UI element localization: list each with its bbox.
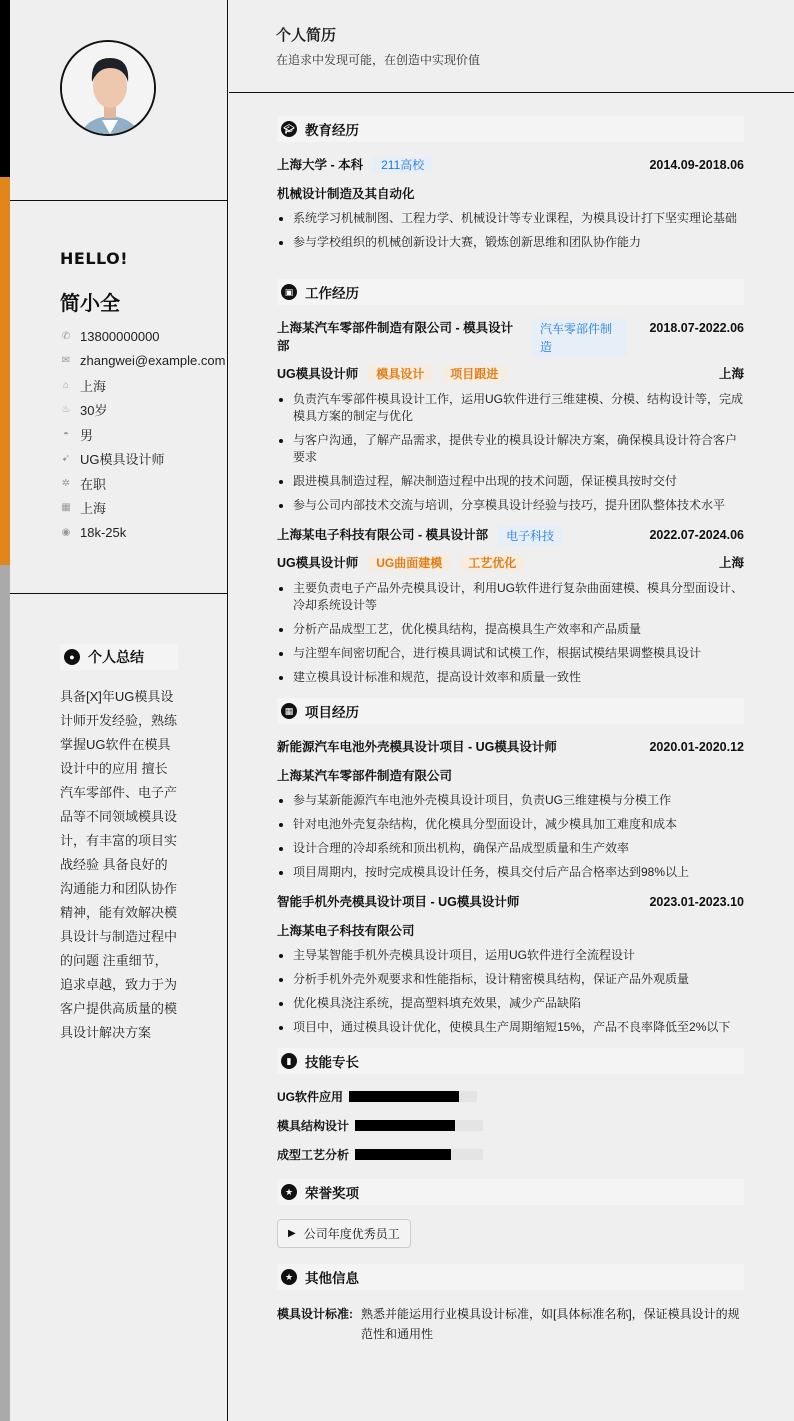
info-row xyxy=(60,349,230,374)
list-item: 项目周期内，按时完成模具设计任务，模具交付后产品合格率达到98%以上 xyxy=(277,864,744,881)
list-item: 分析手机外壳外观要求和性能指标，设计精密模具结构，保证产品外观质量 xyxy=(277,971,744,988)
skill-item xyxy=(277,1088,517,1105)
graduation-cap-icon: 🎓︎ xyxy=(281,121,297,137)
info-icon: ★ xyxy=(281,1269,297,1285)
salary-icon: ◉ xyxy=(61,526,71,538)
school-name: 上海大学 - 本科 xyxy=(277,158,364,172)
project-date: 2020.01-2020.12 xyxy=(649,740,744,754)
section-title: 工作经历 xyxy=(305,286,359,301)
list-item: 参与某新能源汽车电池外壳模具设计项目，负责UG三维建模与分模工作 xyxy=(277,792,744,809)
job-role: UG模具设计师 xyxy=(277,367,359,381)
sidebar-divider xyxy=(10,200,228,201)
skill-bar-track xyxy=(349,1091,477,1102)
accent-strip-black xyxy=(0,0,10,177)
job-role-row xyxy=(277,365,744,383)
project-bullets xyxy=(277,947,744,1036)
summary-title: 个人总结 xyxy=(88,649,144,665)
skill-name: 模具结构设计 xyxy=(277,1119,350,1133)
skill-item xyxy=(277,1146,517,1163)
school-tag: 211高校 xyxy=(373,157,432,173)
building-icon: ▦ xyxy=(61,502,71,514)
role-left xyxy=(277,554,524,572)
project-company: 上海某电子科技有限公司 xyxy=(277,924,415,938)
project-name: 新能源汽车电池外壳模具设计项目 - UG模具设计师 xyxy=(277,740,557,754)
skill-bar-track xyxy=(355,1149,483,1160)
skill-tag: UG曲面建模 xyxy=(368,555,450,571)
skill-tag: 工艺优化 xyxy=(460,555,524,571)
other-label: 模具设计标准: xyxy=(277,1307,353,1321)
section-title: 项目经历 xyxy=(305,705,359,720)
info-text: UG模具设计师 xyxy=(80,452,165,468)
skill-bar-fill xyxy=(349,1091,459,1102)
phone-icon: ✆ xyxy=(61,330,71,342)
job-entry xyxy=(277,526,744,686)
section-other xyxy=(277,1264,744,1290)
info-row xyxy=(60,496,230,521)
job-role-row xyxy=(277,554,744,572)
list-item: 设计合理的冷却系统和顶出机构，确保产品成型质量和生产效率 xyxy=(277,840,744,857)
project-company: 上海某汽车零部件制造有限公司 xyxy=(277,769,453,783)
job-left xyxy=(277,319,627,357)
list-item: 参与公司内部技术交流与培训，分享模具设计经验与技巧，提升团队整体技术水平 xyxy=(277,497,744,514)
list-item: 系统学习机械制图、工程力学、机械设计等专业课程，为模具设计打下坚实理论基础 xyxy=(277,210,744,227)
accent-strip-gray xyxy=(0,565,10,1421)
industry-tag: 电子科技 xyxy=(498,526,562,546)
page-title: 个人简历 xyxy=(276,27,337,44)
education-date: 2014.09-2018.06 xyxy=(649,158,744,172)
page-subtitle: 在追求中发现可能，在创造中实现价值 xyxy=(276,53,481,67)
skill-bar-track xyxy=(355,1120,483,1131)
info-row xyxy=(60,398,230,423)
job-entry xyxy=(277,319,744,514)
briefcase-icon: ▣ xyxy=(281,284,297,300)
main-content xyxy=(229,0,794,1344)
info-row xyxy=(60,520,230,545)
list-item: 与客户沟通，了解产品需求，提供专业的模具设计解决方案，确保模具设计符合客户要求 xyxy=(277,432,744,466)
sidebar-divider xyxy=(10,593,228,594)
section-projects xyxy=(277,698,744,724)
info-text: 13800000000 xyxy=(80,328,160,344)
summary-text: 具备[X]年UG模具设计师开发经验，熟练掌握UG软件在模具设计中的应用 擅长汽车零部件、电子产品等不同领域模具设计，有丰富的项目实战经验 具备良好的沟通能力和团队协作精神，能有效解决模具设计与制造过程中的问题 注重细节，追求卓越，致力于为客户提供高质量的模具设计解决方案 xyxy=(60,689,178,1040)
info-text: 男 xyxy=(80,427,94,443)
role-left xyxy=(277,365,506,383)
skill-item xyxy=(277,1117,517,1134)
section-education xyxy=(277,116,744,142)
info-row xyxy=(60,324,230,349)
company-name: 上海某汽车零部件制造有限公司 - 模具设计部 xyxy=(277,321,514,353)
info-row xyxy=(60,373,230,398)
other-text: 熟悉并能运用行业模具设计标准，如[具体标准名称]，保证模具设计的规范性和通用性 xyxy=(361,1307,740,1341)
job-bullets xyxy=(277,391,744,514)
home-icon: ⌂ xyxy=(62,379,70,391)
play-icon: ▶ xyxy=(288,1228,296,1239)
job-header xyxy=(277,526,744,546)
section-title: 其他信息 xyxy=(305,1271,359,1286)
job-left xyxy=(277,526,562,546)
job-city: 上海 xyxy=(718,367,744,381)
info-text: zhangwei@example.com xyxy=(80,353,226,369)
section-title: 荣誉奖项 xyxy=(305,1186,359,1201)
hello-heading: HELLO! xyxy=(60,249,129,268)
list-item: 主要负责电子产品外壳模具设计，利用UG软件进行复杂曲面建模、模具分型面设计、冷却系统设计等 xyxy=(277,580,744,614)
job-header xyxy=(277,319,744,357)
industry-tag: 汽车零部件制造 xyxy=(532,319,627,357)
grid-icon: ▦ xyxy=(281,703,297,719)
skill-tag: 模具设计 xyxy=(368,366,432,382)
section-skills xyxy=(277,1048,744,1074)
list-item: 负责汽车零部件模具设计工作，运用UG软件进行三维建模、分模、结构设计等，完成模具方案的制定与优化 xyxy=(277,391,744,425)
job-role: UG模具设计师 xyxy=(277,556,359,570)
company-name: 上海某电子科技有限公司 - 模具设计部 xyxy=(277,528,489,542)
section-work xyxy=(277,279,744,305)
project-date: 2023.01-2023.10 xyxy=(649,895,744,909)
section-title: 技能专长 xyxy=(305,1055,359,1070)
other-item xyxy=(277,1304,744,1344)
project-entry xyxy=(277,893,744,1036)
skill-name: UG软件应用 xyxy=(277,1090,344,1104)
contact-info-list xyxy=(60,324,230,545)
list-item: 主导某智能手机外壳模具设计项目，运用UG软件进行全流程设计 xyxy=(277,947,744,964)
info-text: 18k-25k xyxy=(80,524,127,540)
send-icon: ➹ xyxy=(61,453,71,465)
project-name: 智能手机外壳模具设计项目 - UG模具设计师 xyxy=(277,895,520,909)
job-date: 2018.07-2022.06 xyxy=(649,321,744,335)
award-item[interactable] xyxy=(277,1219,411,1248)
info-row xyxy=(60,447,230,472)
skill-name: 成型工艺分析 xyxy=(277,1148,350,1162)
mail-icon: ✉ xyxy=(61,355,71,367)
summary-heading xyxy=(60,644,178,670)
skill-bar-fill xyxy=(355,1149,451,1160)
avatar xyxy=(60,40,156,136)
project-bullets xyxy=(277,792,744,881)
section-awards xyxy=(277,1179,744,1205)
skill-bar-fill xyxy=(355,1120,455,1131)
skill-tag: 项目跟进 xyxy=(442,366,506,382)
person-name: 简小全 xyxy=(60,293,120,315)
job-date: 2022.07-2024.06 xyxy=(649,528,744,542)
job-city: 上海 xyxy=(718,556,744,570)
list-item: 参与学校组织的机械创新设计大赛，锻炼创新思维和团队协作能力 xyxy=(277,234,744,251)
list-item: 与注塑车间密切配合，进行模具调试和试模工作，根据试模结果调整模具设计 xyxy=(277,645,744,662)
bar-chart-icon: ▮ xyxy=(281,1053,297,1069)
award-icon: ★ xyxy=(281,1184,297,1200)
list-item: 分析产品成型工艺，优化模具结构，提高模具生产效率和产品质量 xyxy=(277,621,744,638)
list-item: 跟进模具制造过程，解决制造过程中出现的技术问题，保证模具按时交付 xyxy=(277,473,744,490)
project-header xyxy=(277,738,744,756)
user-icon: ● xyxy=(64,649,80,665)
section-title: 教育经历 xyxy=(305,123,359,138)
info-text: 上海 xyxy=(80,378,107,394)
gender-icon: ◓ xyxy=(62,428,70,440)
page-header xyxy=(229,0,794,93)
info-text: 上海 xyxy=(80,501,107,517)
list-item: 建立模具设计标准和规范，提高设计效率和质量一致性 xyxy=(277,669,744,686)
info-row xyxy=(60,471,230,496)
job-bullets xyxy=(277,580,744,686)
major: 机械设计制造及其自动化 xyxy=(277,187,415,201)
education-bullets xyxy=(277,210,744,251)
status-icon: ✲ xyxy=(61,477,71,489)
list-item: 针对电池外壳复杂结构，优化模具分型面设计，减少模具加工难度和成本 xyxy=(277,816,744,833)
award-text: 公司年度优秀员工 xyxy=(303,1227,400,1241)
project-header xyxy=(277,893,744,911)
info-text: 30岁 xyxy=(80,403,108,419)
accent-strip-orange xyxy=(0,177,10,565)
project-entry xyxy=(277,738,744,881)
list-item: 项目中，通过模具设计优化，使模具生产周期缩短15%，产品不良率降低至2%以下 xyxy=(277,1019,744,1036)
list-item: 优化模具浇注系统，提高塑料填充效果，减少产品缺陷 xyxy=(277,995,744,1012)
info-row xyxy=(60,422,230,447)
cake-icon: ♨ xyxy=(61,404,71,416)
info-text: 在职 xyxy=(80,476,107,492)
